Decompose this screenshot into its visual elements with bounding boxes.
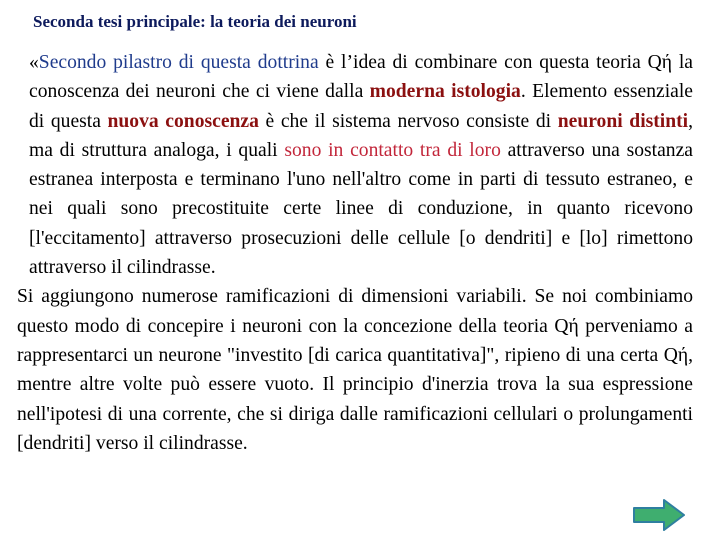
highlight-in-contact: sono in contatto tra di loro (284, 139, 501, 161)
slide-body (17, 48, 693, 458)
arrow-right-icon[interactable] (632, 498, 686, 532)
next-arrow-shape[interactable] (634, 500, 684, 530)
text-segment: . Elemento essenziale di questa (29, 81, 694, 132)
paragraph-ramifications: Si aggiungono numerose ramificazioni di dimensioni variabili. Se noi combiniamo questo modo di concepire i neuroni con la concezione della teoria Qή perveniamo a rappresentarci un neurone "investito [di carica quantitativa]", ripieno di una certa Qή, mentre altre volte può essere vuoto. Il principio d'inerzia trova la sua espressione nell'ipotesi di una corrente, che si diriga dalle ramificazioni cellulari o prolungamenti [dendriti] verso il cilindrasse. (17, 286, 693, 454)
highlight-distinct-neurons: neuroni distinti (557, 110, 689, 132)
text-segment: è che il sistema nervoso consiste di (258, 110, 558, 132)
text-segment: , ma di struttura analoga, i quali (29, 110, 694, 161)
text-segment: è l’idea di combinare con questa teoria Qή la conoscenza dei neuroni che ci viene dalla (29, 52, 693, 103)
open-quote: « (29, 52, 39, 73)
highlight-modern-histology: moderna istologia (369, 81, 521, 103)
highlight-new-knowledge: nuova conoscenza (107, 110, 259, 132)
slide-title: Seconda tesi principale: la teoria dei neuroni (33, 12, 357, 31)
highlight-second-pillar: Secondo pilastro di questa dottrina (38, 52, 319, 73)
text-segment: attraverso una sostanza estranea interposta e terminano l'uno nell'altro come in parti di tessuto estraneo, e nei quali sono precostituite certe linee di conduzione, in quanto ricevono [l'eccitamento] attraverso prosecuzioni delle cellule [o dendriti] e [lo] rimettono attraverso il cilindrasse. (29, 139, 693, 279)
paragraph-quote (17, 48, 693, 282)
